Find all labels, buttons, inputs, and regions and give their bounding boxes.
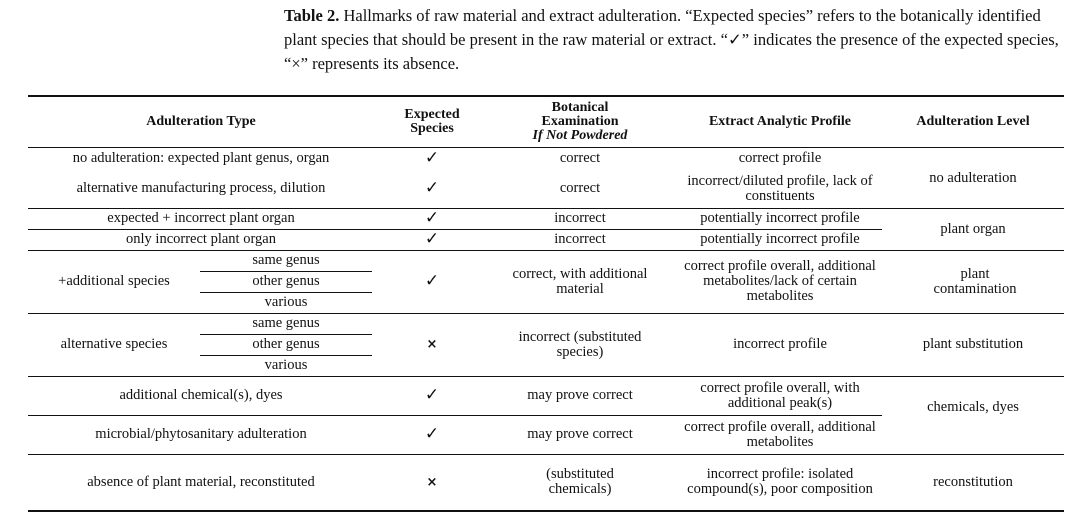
row9-profile: incorrect profile: isolated compound(s), poor composition <box>687 466 873 497</box>
row9-type: absence of plant material, reconstituted <box>87 473 315 490</box>
level-chemicals-dyes: chemicals, dyes <box>927 398 1019 415</box>
row6-profile: incorrect profile <box>733 336 827 352</box>
row5-sub-same-genus: same genus <box>252 252 320 268</box>
row3-profile: potentially incorrect profile <box>700 210 860 226</box>
row8-profile: correct profile overall, additional metabolites <box>684 418 876 450</box>
header-adulteration-type: Adulteration Type <box>146 114 256 129</box>
header-extract-profile: Extract Analytic Profile <box>708 114 852 129</box>
row3-botanical: incorrect <box>554 210 606 226</box>
row6-sub-other-genus: other genus <box>252 336 320 352</box>
caption-text: Hallmarks of raw material and extract adulteration. “Expected species” refers to the botanically identified plant species that should be present in the raw material or extract. “✓” indicates the presence of the expected species, “×” represents its absence. <box>284 6 1059 73</box>
row8-type: microbial/phytosanitary adulteration <box>95 426 307 442</box>
row2-botanical: correct <box>559 180 601 196</box>
row4-profile: potentially incorrect profile <box>700 231 860 247</box>
row7-type: additional chemical(s), dyes <box>119 387 283 403</box>
level-plant-substitution: plant substitution <box>922 336 1024 352</box>
row5-profile: correct profile overall, additional metabolites/lack of certain metabolites <box>684 258 876 304</box>
row1-botanical: correct <box>559 150 601 166</box>
row6-sub-various: various <box>264 357 308 373</box>
row1-expected-check-icon: ✓ <box>424 148 440 168</box>
row9-botanical: (substituted chemicals) <box>546 466 614 497</box>
level-no-adulteration: no adulteration <box>929 169 1017 186</box>
level-reconstitution: reconstitution <box>933 473 1013 490</box>
row9-expected-cross-icon: × <box>426 474 438 490</box>
row2-profile: incorrect/diluted profile, lack of constituents <box>687 172 873 204</box>
header-adulteration-level: Adulteration Level <box>916 114 1030 129</box>
row5-sub-various: various <box>264 294 308 310</box>
header-botanical-examination <box>485 97 675 147</box>
row7-profile: correct profile overall, with additional peak(s) <box>700 379 860 411</box>
row8-expected-check-icon: ✓ <box>424 424 440 444</box>
row5-expected-check-icon: ✓ <box>424 271 440 291</box>
header-expected-species: Expected Species <box>404 107 460 136</box>
row6-expected-cross-icon: × <box>426 337 438 352</box>
bottom-rule <box>28 510 1064 512</box>
level-plant-organ: plant organ <box>940 220 1006 237</box>
row2-expected-check-icon: ✓ <box>424 178 440 198</box>
row5-sub-other-genus: other genus <box>252 273 320 289</box>
row7-botanical: may prove correct <box>527 387 633 403</box>
row2-type: alternative manufacturing process, dilution <box>76 180 326 196</box>
row4-botanical: incorrect <box>554 231 606 247</box>
row4-expected-check-icon: ✓ <box>424 229 440 249</box>
caption-label: Table 2. <box>284 6 340 25</box>
header-botanical-condition: If Not Powdered <box>532 128 628 143</box>
row8-botanical: may prove correct <box>527 426 633 442</box>
row4-type: only incorrect plant organ <box>126 231 276 247</box>
row6-botanical: incorrect (substituted species) <box>518 328 642 360</box>
row5-type: +additional species <box>58 273 170 289</box>
level-plant-contamination: plant contamination <box>933 265 1017 297</box>
row1-profile: correct profile <box>738 150 822 166</box>
row1-type: no adulteration: expected plant genus, organ <box>72 150 330 166</box>
row7-expected-check-icon: ✓ <box>424 385 440 405</box>
row3-expected-check-icon: ✓ <box>424 208 440 228</box>
header-botanical-title: Botanical Examination <box>541 100 619 129</box>
row5-botanical: correct, with additional material <box>512 265 648 297</box>
row6-type: alternative species <box>60 336 168 352</box>
row3-type: expected + incorrect plant organ <box>107 210 295 226</box>
row6-sub-same-genus: same genus <box>252 315 320 331</box>
